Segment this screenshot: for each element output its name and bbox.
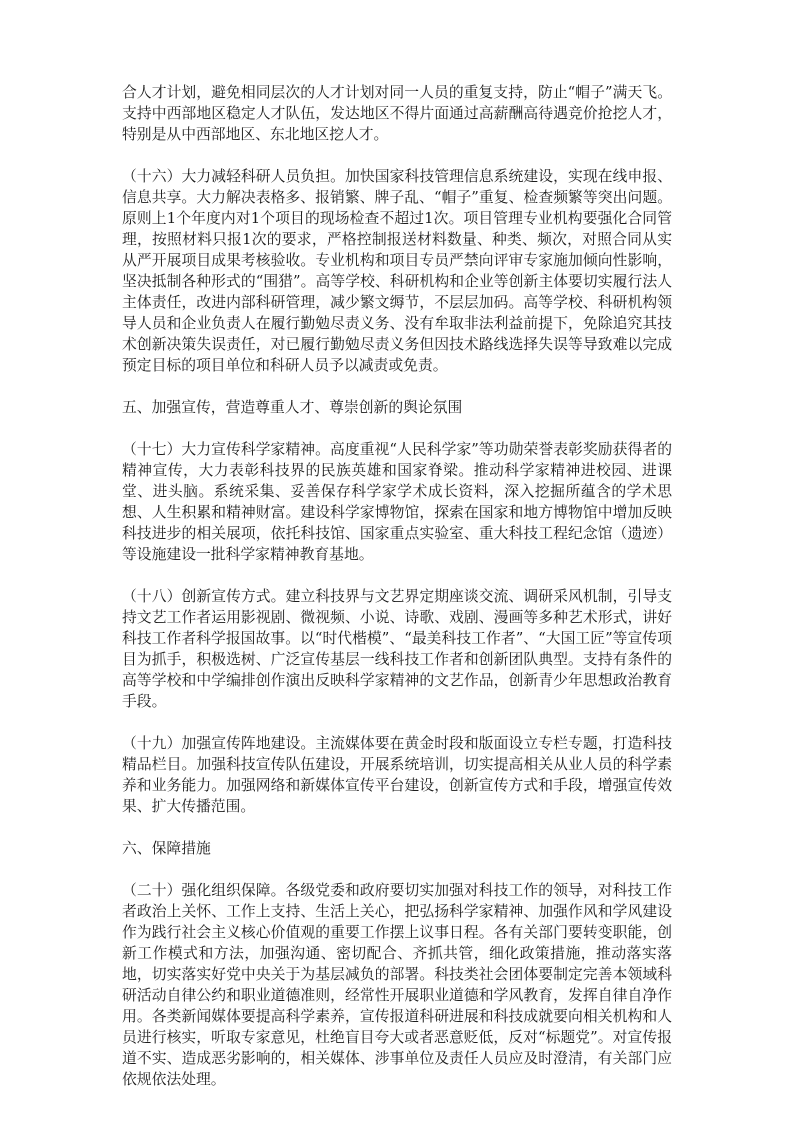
section-heading-6: 六、保障措施 bbox=[122, 840, 211, 857]
section-heading-5: 五、加强宣传，营造尊重人才、尊崇创新的舆论氛围 bbox=[122, 399, 463, 416]
paragraph-item-17: （十七）大力宣传科学家精神。高度重视“人民科学家”等功勋荣誉表彰奖励获得者的精神宣传，大力表彰科技界的民族英雄和国家脊梁。推动科学家精神进校园、进课堂、进头脑。系统采集、妥善保存科学家学术成长资料，深入挖掘所蕴含的学术思想、人生积累和精神财富。建设科学家博物馆，探索在国家和地方博物馆中增加反映科技进步的相关展项，依托科技馆、国家重点实验室、重大科技工程纪念馆（遗迹）等设施建设一批科学家精神教育基地。 bbox=[122, 441, 672, 563]
paragraph-continuation: 合人才计划，避免相同层次的人才计划对同一人员的重复支持，防止“帽子”满天飞。支持中西部地区稳定人才队伍，发达地区不得片面通过高薪酬高待遇竞价抢挖人才，特别是从中西部地区、东北地区挖人才。 bbox=[122, 84, 672, 143]
document-content bbox=[122, 82, 672, 1090]
paragraph-item-19: （十九）加强宣传阵地建设。主流媒体要在黄金时段和版面设立专栏专题，打造科技精品栏目。加强科技宣传队伍建设，开展系统培训，切实提高相关从业人员的科学素养和业务能力。加强网络和新媒体宣传平台建设，创新宣传方式和手段，增强宣传效果、扩大传播范围。 bbox=[122, 735, 672, 815]
paragraph-item-16: （十六）大力减轻科研人员负担。加快国家科技管理信息系统建设，实现在线申报、信息共享。大力解决表格多、报销繁、牌子乱、“帽子”重复、检查频繁等突出问题。原则上1个年度内对1个项目的现场检查不超过1次。项目管理专业机构要强化合同管理，按照材料只报1次的要求，严格控制报送材料数量、种类、频次，对照合同从实从严开展项目成果考核验收。专业机构和项目专员严禁向评审专家施加倾向性影响，坚决抵制各种形式的“围猎”。高等学校、科研机构和企业等创新主体要切实履行法人主体责任，改进内部科研管理，减少繁文缛节，不层层加码。高等学校、科研机构领导人员和企业负责人在履行勤勉尽责义务、没有牟取非法利益前提下，免除追究其技术创新决策失误责任，对已履行勤勉尽责义务但因技术路线选择失误等导致难以完成预定目标的项目单位和科研人员予以减责或免责。 bbox=[122, 168, 672, 374]
paragraph-item-20: （二十）强化组织保障。各级党委和政府要切实加强对科技工作的领导，对科技工作者政治上关怀、工作上支持、生活上关心，把弘扬科学家精神、加强作风和学风建设作为践行社会主义核心价值观的重要工作摆上议事日程。各有关部门要转变职能，创新工作模式和方法，加强沟通、密切配合、齐抓共管，细化政策措施，推动落实落地，切实落实好党中央关于为基层减负的部署。科技类社会团体要制定完善本领域科研活动自律公约和职业道德准则，经常性开展职业道德和学风教育，发挥自律自净作用。各类新闻媒体要提高科学素养，宣传报道科研进展和科技成就要向相关机构和人员进行核实，听取专家意见，杜绝盲目夸大或者恶意贬低，反对“标题党”。对宣传报道不实、造成恶劣影响的，相关媒体、涉事单位及责任人员应及时澄清，有关部门应依规依法处理。 bbox=[122, 882, 672, 1088]
paragraph-item-18: （十八）创新宣传方式。建立科技界与文艺界定期座谈交流、调研采风机制，引导支持文艺工作者运用影视剧、微视频、小说、诗歌、戏剧、漫画等多种艺术形式，讲好科技工作者科学报国故事。以“时代楷模”、“最美科技工作者”、“大国工匠”等宣传项目为抓手，积极选树、广泛宣传基层一线科技工作者和创新团队典型。支持有条件的高等学校和中学编排创作演出反映科学家精神的文艺作品，创新青少年思想政治教育手段。 bbox=[122, 588, 672, 710]
